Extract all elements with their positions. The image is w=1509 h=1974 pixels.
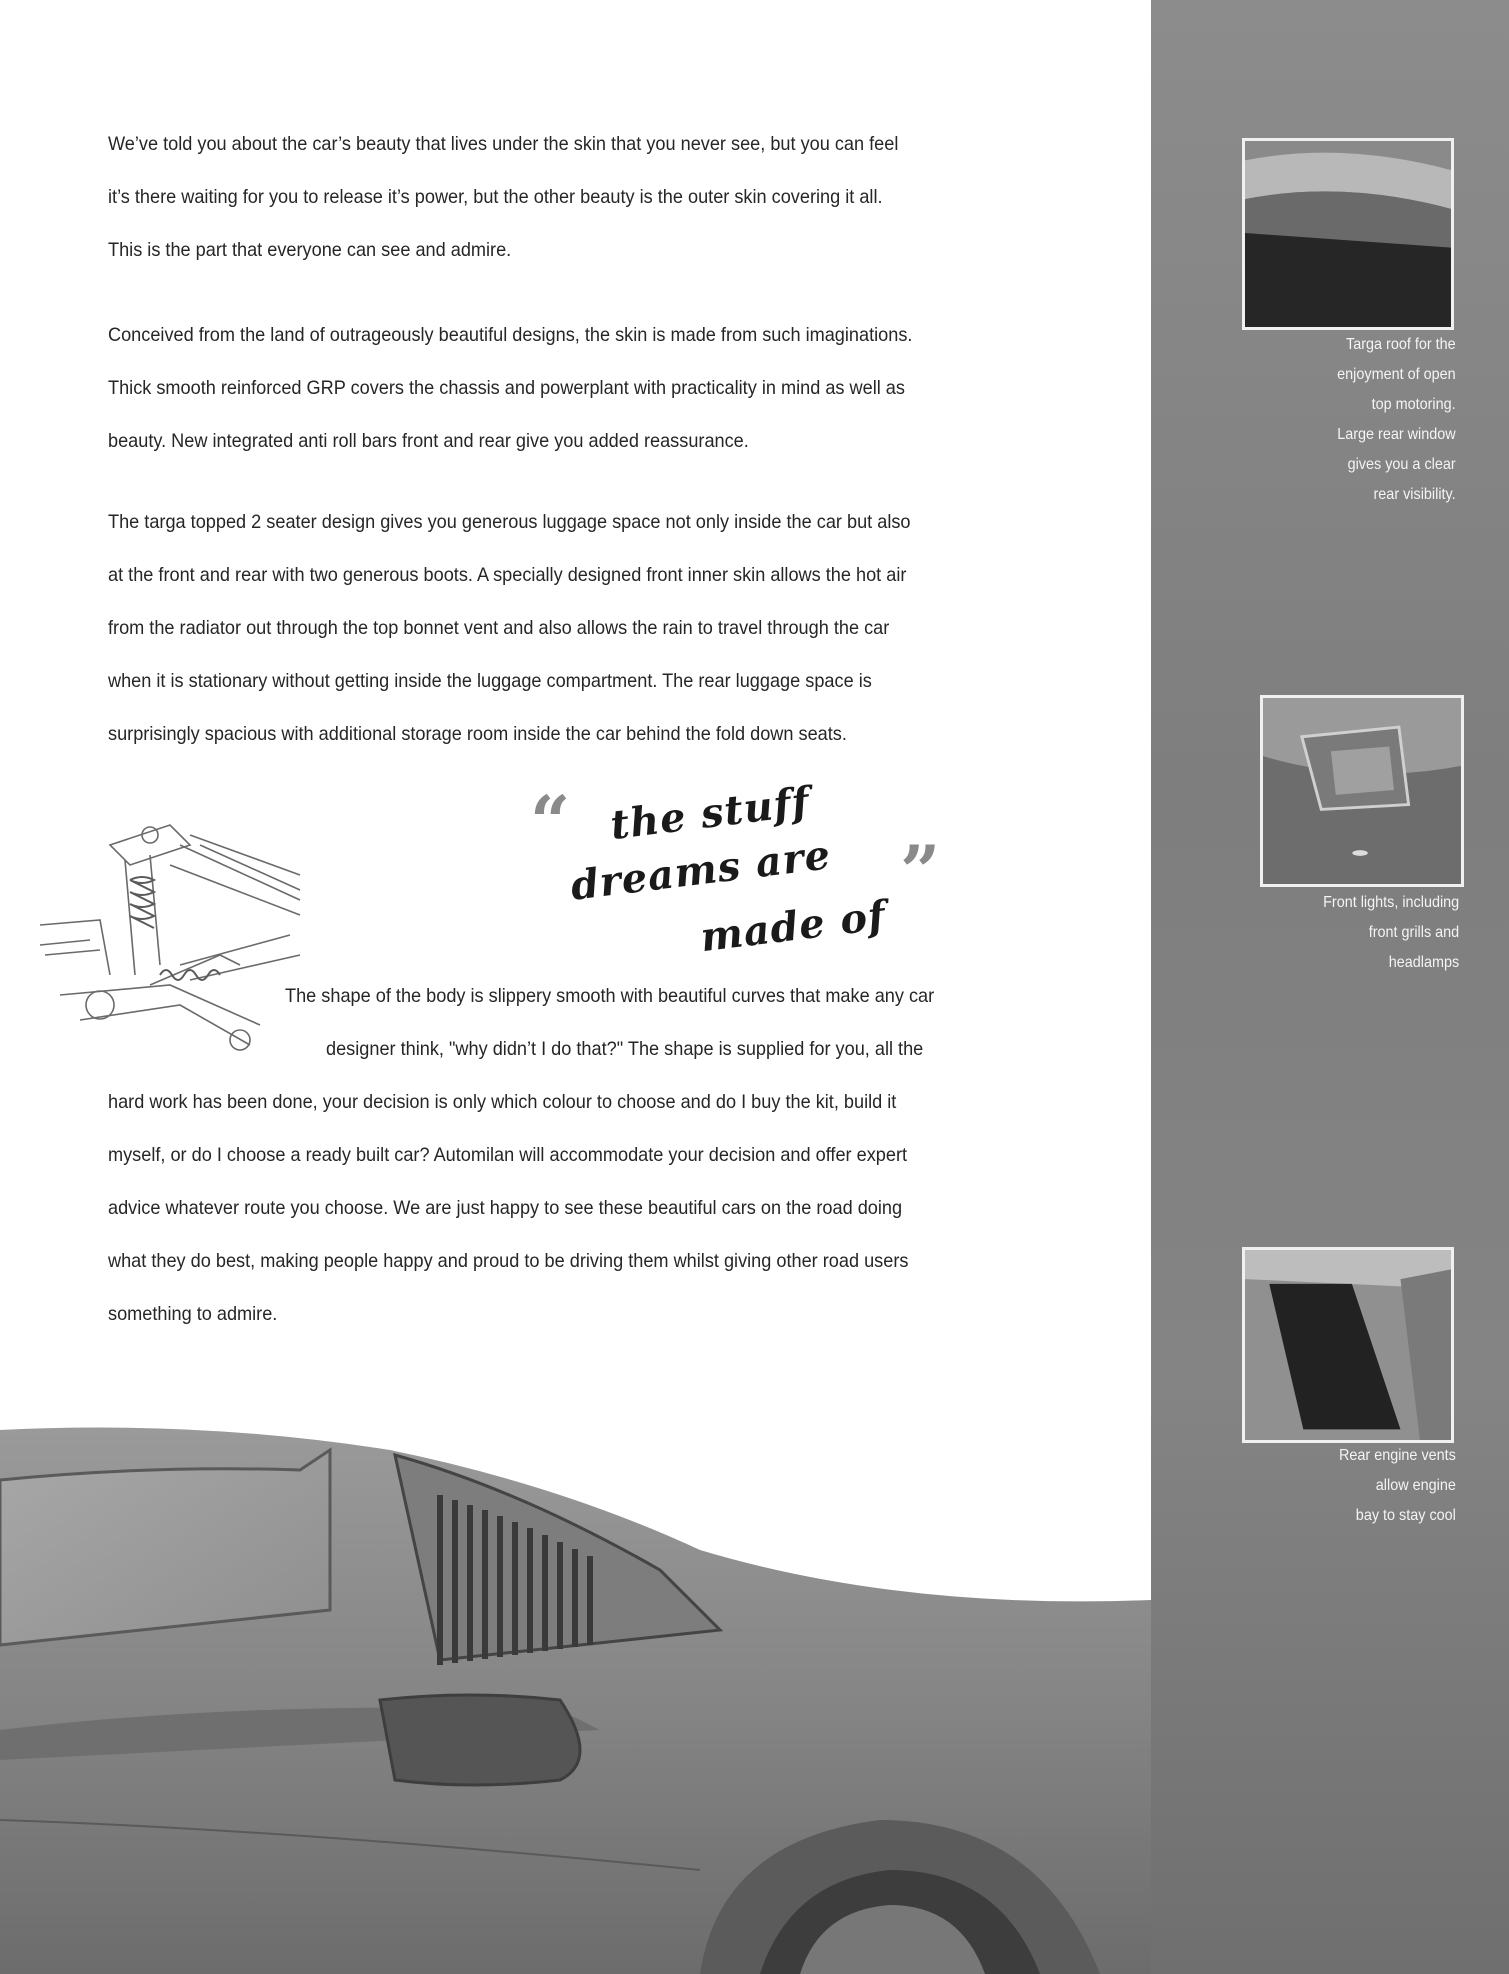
paragraph-line: when it is stationary without getting inside the luggage compartment. The rear luggage space is — [108, 670, 872, 692]
paragraph-line: Thick smooth reinforced GRP covers the chassis and powerplant with practicality in mind as well as — [108, 377, 905, 399]
paragraph-line: The targa topped 2 seater design gives you generous luggage space not only inside the car but also — [108, 511, 911, 533]
paragraph-line: myself, or do I choose a ready built car? Automilan will accommodate your decision and offer expert — [108, 1144, 908, 1166]
car-photo — [0, 1400, 1151, 1974]
paragraph-line: The shape of the body is slippery smooth with beautiful curves that make any car — [285, 985, 935, 1007]
paragraph-line: surprisingly spacious with additional storage room inside the car behind the fold down seats. — [108, 723, 847, 745]
caption-line: Targa roof for the — [1346, 336, 1456, 353]
caption-line: Front lights, including — [1322, 894, 1459, 911]
paragraph-line: what they do best, making people happy and proud to be driving them whilst giving other road users — [108, 1250, 909, 1272]
quote-line-1: the stuff — [607, 777, 813, 850]
caption-engine-vents — [1339, 1441, 1456, 1531]
caption-line: allow engine — [1375, 1477, 1456, 1494]
close-quote-mark: ” — [900, 830, 941, 913]
caption-line: bay to stay cool — [1355, 1507, 1456, 1524]
paragraph-line: at the front and rear with two generous boots. A specially designed front inner skin allows the hot air — [108, 564, 907, 586]
paragraph-line: hard work has been done, your decision is only which colour to choose and do I buy the kit, build it — [108, 1091, 897, 1113]
paragraph-line: designer think, "why didn’t I do that?" The shape is supplied for you, all the — [326, 1038, 924, 1060]
suspension-illustration — [40, 805, 340, 1075]
caption-line: enjoyment of open — [1337, 366, 1456, 383]
engine-vents-photo — [1242, 1247, 1454, 1443]
paragraph-line: This is the part that everyone can see and admire. — [108, 239, 512, 261]
paragraph-line: We’ve told you about the car’s beauty that lives under the skin that you never see, but you can feel — [108, 133, 899, 155]
targa-roof-photo — [1242, 138, 1454, 330]
caption-line: front grills and — [1368, 924, 1459, 941]
caption-line: Rear engine vents — [1339, 1447, 1456, 1464]
paragraph-line: something to admire. — [108, 1303, 278, 1325]
caption-line: Large rear window — [1337, 426, 1456, 443]
paragraph-line: Conceived from the land of outrageously beautiful designs, the skin is made from such imaginations. — [108, 324, 913, 346]
quote-line-2: dreams are — [568, 831, 834, 910]
caption-line: gives you a clear — [1347, 456, 1456, 473]
front-lights-photo — [1260, 695, 1464, 887]
sidebar — [1151, 0, 1509, 1974]
open-quote-mark: “ — [530, 780, 571, 863]
quote-line-3: made of — [697, 891, 889, 962]
paragraph-line: from the radiator out through the top bonnet vent and also allows the rain to travel through the car — [108, 617, 890, 639]
caption-line: rear visibility. — [1373, 486, 1456, 503]
caption-front-lights — [1323, 888, 1459, 978]
caption-line: top motoring. — [1371, 396, 1456, 413]
caption-targa — [1338, 330, 1456, 510]
pull-quote — [530, 777, 970, 975]
paragraph-line: beauty. New integrated anti roll bars front and rear give you added reassurance. — [108, 430, 749, 452]
caption-line: headlamps — [1388, 954, 1459, 971]
paragraph-line: it’s there waiting for you to release it’s power, but the other beauty is the outer skin covering it all. — [108, 186, 883, 208]
paragraph-line: advice whatever route you choose. We are just happy to see these beautiful cars on the road doing — [108, 1197, 903, 1219]
